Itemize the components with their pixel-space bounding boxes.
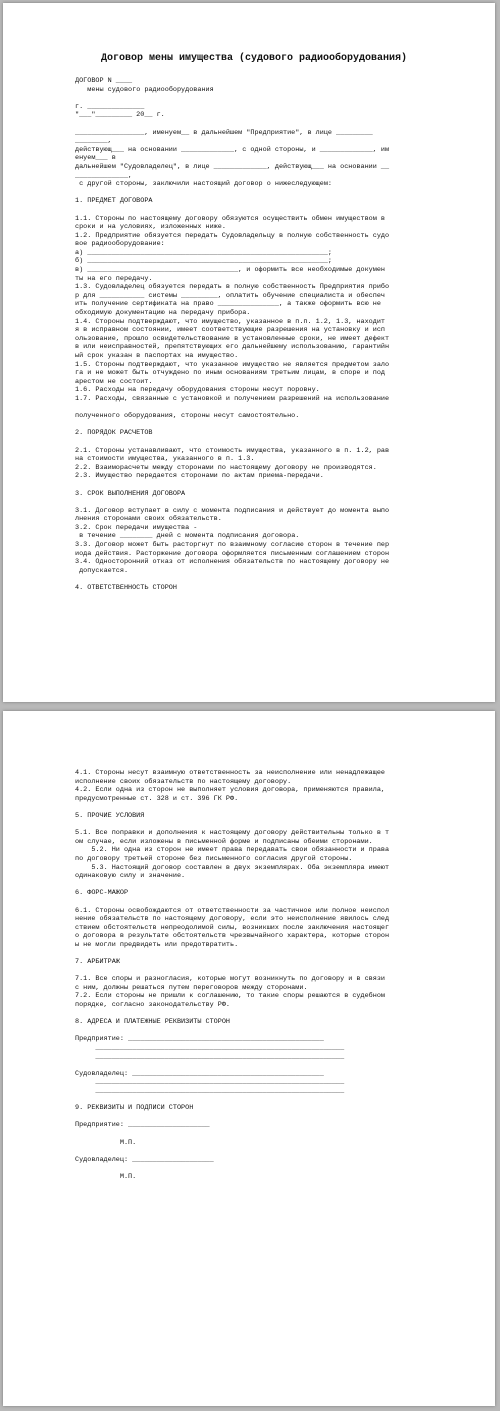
blank-line [75, 1164, 457, 1173]
blank-line [75, 949, 457, 958]
text-line: 2.2. Взаиморасчеты между сторонами по настоящему договору не производятся. [75, 463, 377, 472]
text-line: _____________________________________________________________ [75, 1078, 345, 1087]
text-line: 3.1. Договор вступает в силу с момента подписания и действует до момента выпо [75, 506, 390, 515]
text-line: с другой стороны, заключили настоящий договор о нижеследующем: [75, 180, 332, 189]
blank-line [75, 1061, 457, 1070]
text-line: предусмотренные ст. 328 и ст. 396 ГК РФ. [75, 794, 239, 803]
text-line: 1.1. Стороны по настоящему договору обязуются осуществить обмен имуществом в [75, 214, 385, 223]
text-line: 2.3. Имущество передается сторонами по актам приема-передачи. [75, 472, 324, 481]
text-line: действующ___ на основании _____________, с одной стороны, и _____________, им [75, 145, 390, 154]
text-line: ы не могли предвидеть или предотвратить. [75, 940, 239, 949]
section-heading: 6. ФОРС-МАЖОР [75, 889, 129, 898]
text-line: р для ___________ системы _________, оплатить обучение специалиста и обеспеч [75, 291, 385, 300]
text-line: _________________, именуем__ в дальнейшем "Предприятие", в лице _________ [75, 128, 373, 137]
section-heading: 5. ПРОЧИЕ УСЛОВИЯ [75, 811, 145, 820]
text-line: 6.1. Стороны освобождаются от ответственности за частичное или полное неиспол [75, 906, 390, 915]
section-heading: 2. ПОРЯДОК РАСЧЕТОВ [75, 429, 153, 438]
section-heading: 9. РЕКВИЗИТЫ И ПОДПИСИ СТОРОН [75, 1104, 194, 1113]
text-line: с ним, должны решаться путем переговоров между сторонами. [75, 983, 308, 992]
text-line: в течение ________ дней с момента подписания договора. [75, 532, 300, 541]
text-line: 7.1. Все споры и разногласия, которые могут возникнуть по договору и в связи [75, 975, 385, 984]
text-line: 1.6. Расходы на передачу оборудования стороны несут поровну. [75, 386, 320, 395]
text-line: допускается. [75, 566, 129, 575]
text-line: _____________________________________________________________ [75, 1086, 345, 1095]
blank-line [75, 1027, 457, 1036]
text-line: о договора в результате обстоятельств чрезвычайного характера, которые сторон [75, 932, 390, 941]
text-line: ый срок указан в паспортах на имущество. [75, 352, 239, 360]
text-line: 2.1. Стороны устанавливают, что стоимость имущества, указанного в п. 1.2, рав [75, 446, 390, 455]
text-line: вое радиооборудование: [75, 240, 165, 249]
text-line: ты на его передачу. [75, 274, 153, 283]
blank-line [75, 1130, 457, 1139]
text-line: га и не может быть отчуждено по иным основаниям третьим лицам, в споре и под [75, 369, 385, 378]
blank-line [75, 967, 457, 976]
text-line: 5.1. Все поправки и дополнения к настоящему договору действительны только в т [75, 829, 390, 838]
text-line: нение обязательств по настоящему договору, если это неисполнение явилось след [75, 915, 390, 924]
text-line: я в исправном состоянии, имеет соответствующие разрешения на установку и исп [75, 326, 385, 335]
text-line: ________, [75, 137, 112, 146]
blank-line [75, 821, 457, 830]
text-line: ользование, прошло освидетельствование в установленные сроки, не имеет дефект [75, 334, 390, 343]
blank-line [75, 189, 457, 198]
text-line: 3.4. Односторонний отказ от исполнения обязательств по настоящему договору не [75, 558, 390, 567]
blank-line [75, 1147, 457, 1156]
text-line: 4.1. Стороны несут взаимную ответственность за неисполнение или ненадлежащее [75, 769, 385, 777]
page-2-body [75, 769, 457, 1182]
text-line: М.П. [75, 1138, 137, 1147]
text-line: арестом не состоит. [75, 377, 153, 386]
text-line: ДОГОВОР N ____ [75, 77, 133, 85]
text-line: "___"_________ 20__ г. [75, 111, 165, 120]
text-line: М.П. [75, 1172, 137, 1181]
text-line: _____________________________________________________________ [75, 1044, 345, 1052]
blank-line [75, 881, 457, 890]
page-1-body [75, 77, 457, 593]
text-line: иода действия. Расторжение договора оформляется письменным соглашением сторон [75, 549, 390, 558]
text-line: сроки и на условиях, изложенных ниже. [75, 223, 226, 232]
section-heading: 3. СРОК ВЫПОЛНЕНИЯ ДОГОВОРА [75, 489, 186, 498]
text-line: ствием обстоятельств непреодолимой силы, возникших после заключения настоящег [75, 923, 390, 932]
text-line: 1.7. Расходы, связанные с установкой и получением разрешений на использование [75, 394, 390, 403]
text-line: исполнение своих обязательств по настоящему договору. [75, 777, 292, 786]
text-line: б) ___________________________________________________________; [75, 257, 332, 266]
text-line: Предприятие: ________________________________________________ [75, 1035, 324, 1044]
text-line: на стоимости имущества, указанного в п. 1.3. [75, 455, 255, 464]
text-line: 4.2. Если одна из сторон не выполняет условия договора, применяются правила, [75, 786, 385, 795]
text-line: дальнейшем "Судовладелец", в лице _____________, действующ___ на основании __ [75, 162, 390, 171]
document-page-1 [3, 3, 495, 702]
blank-line [75, 438, 457, 447]
text-line: обходимую документацию на передачу прибора. [75, 309, 251, 318]
blank-line [75, 1113, 457, 1122]
section-heading: 4. ОТВЕТСТВЕННОСТЬ СТОРОН [75, 584, 177, 593]
section-heading: 1. ПРЕДМЕТ ДОГОВОРА [75, 197, 153, 206]
blank-line [75, 120, 457, 129]
text-line: _____________, [75, 171, 133, 180]
text-line: _____________________________________________________________ [75, 1052, 345, 1061]
text-line: 3.3. Договор может быть расторгнут по взаимному согласию сторон в течение пер [75, 541, 390, 550]
blank-line [75, 898, 457, 907]
text-line: а) ___________________________________________________________; [75, 248, 332, 257]
text-line: 3.2. Срок передачи имущества - [75, 523, 198, 532]
section-heading: 7. АРБИТРАЖ [75, 958, 120, 967]
text-line: енуем___ в [75, 154, 116, 163]
text-line: Судовладелец: _______________________________________________ [75, 1069, 324, 1078]
blank-line [75, 481, 457, 490]
text-line: одинаковую силу и значение. [75, 872, 186, 881]
text-line: 5.3. Настоящий договор составлен в двух экземплярах. Оба экземпляра имеют [75, 863, 390, 872]
text-line: ить получение сертификата на право _______________, а также оформить всю не [75, 300, 381, 309]
blank-line [75, 1010, 457, 1019]
blank-line [75, 421, 457, 430]
text-line: полученного оборудования, стороны несут самостоятельно. [75, 412, 300, 421]
blank-line [75, 803, 457, 812]
text-line: ом случае, если изложены в письменной форме и подписаны обеими сторонами. [75, 837, 373, 846]
document-page-2 [3, 711, 495, 1406]
text-line: 1.2. Предприятие обязуется передать Судовладельцу в полную собственность судо [75, 231, 390, 240]
text-line: Судовладелец: ____________________ [75, 1155, 214, 1164]
section-heading: 8. АДРЕСА И ПЛАТЕЖНЫЕ РЕКВИЗИТЫ СТОРОН [75, 1018, 230, 1027]
blank-line [75, 498, 457, 507]
text-line: в или неисправностей, препятствующих его дальнейшему использованию, гарантийн [75, 343, 390, 352]
text-line: Предприятие: ____________________ [75, 1121, 210, 1130]
text-line: по договору третьей стороне без письменного согласия другой стороны. [75, 854, 353, 863]
blank-line [75, 575, 457, 584]
blank-line [75, 94, 457, 103]
text-line: мены судового радиооборудования [75, 85, 214, 94]
text-line: 7.2. Если стороны не пришли к соглашению, то такие споры решаются в судебном [75, 992, 385, 1001]
text-line: порядке, согласно законодательству РФ. [75, 1001, 230, 1010]
text-line: 1.5. Стороны подтверждают, что указанное имущество не является предметом зало [75, 360, 390, 369]
document-title: Договор мены имущества (судового радиооборудования) [100, 53, 408, 64]
text-line: 1.4. Стороны подтверждают, что имущество, указанное в п.п. 1.2, 1.3, находит [75, 317, 385, 326]
text-line: г. ______________ [75, 102, 145, 111]
text-line: в) _____________________________________, и оформить все необходимые докумен [75, 266, 385, 275]
blank-line [75, 206, 457, 215]
text-line: 1.3. Судовладелец обязуется передать в полную собственность Предприятия прибо [75, 283, 390, 292]
text-line: лнения сторонами своих обязательств. [75, 515, 222, 524]
blank-line [75, 1096, 457, 1105]
text-line: 5.2. Ни одна из сторон не имеет права передавать свои обязанности и права [75, 846, 390, 855]
blank-line [75, 404, 457, 413]
